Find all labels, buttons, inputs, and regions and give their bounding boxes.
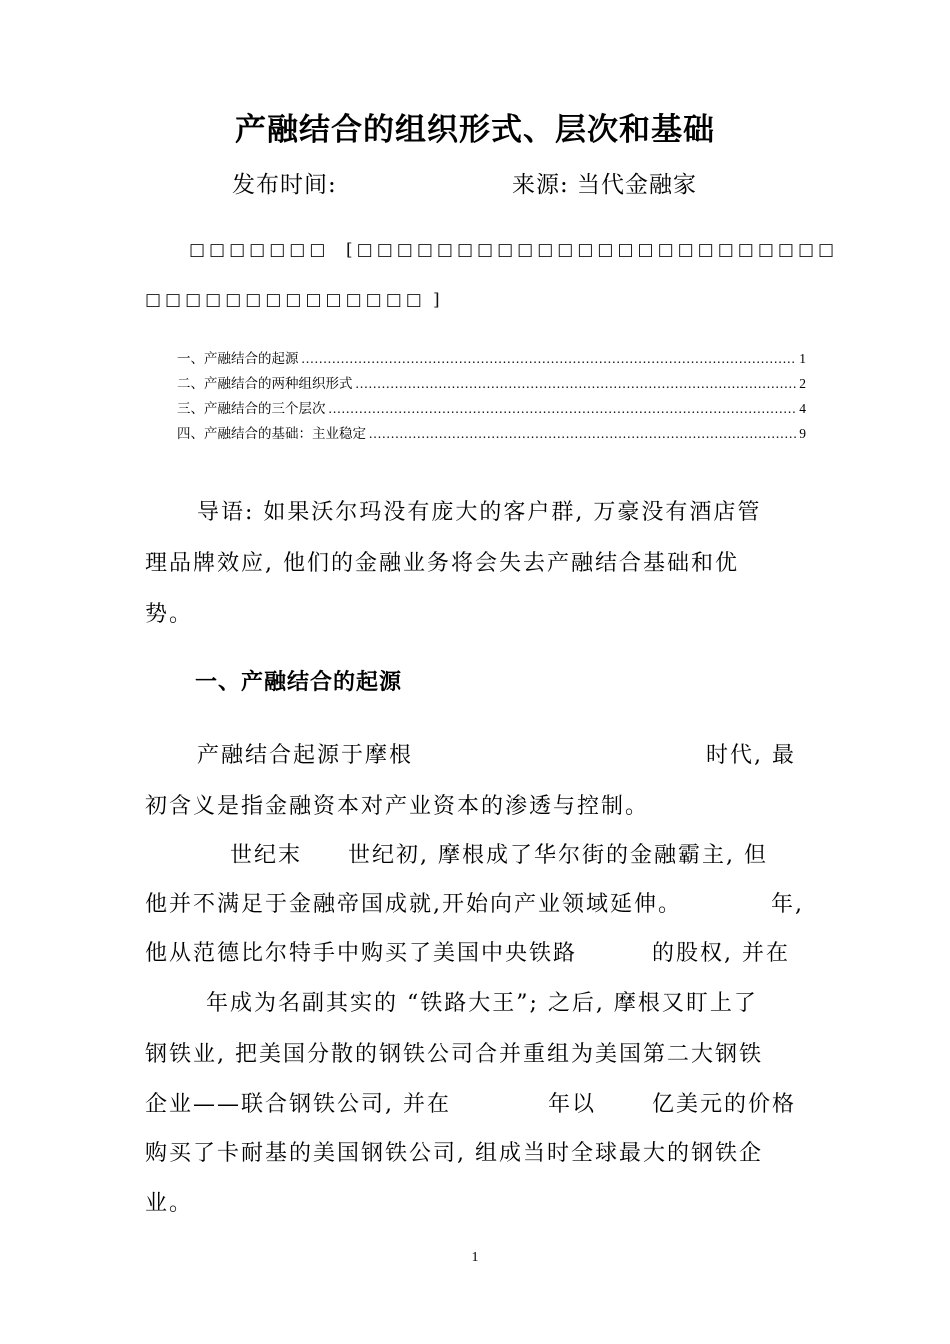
toc-entry-page: 4 bbox=[799, 401, 806, 416]
paragraph-line: 的股权, 并在 bbox=[652, 941, 790, 966]
toc-entry-label: 二、产融结合的两种组织形式 bbox=[177, 376, 353, 391]
toc-entry-page: 9 bbox=[799, 426, 806, 441]
paragraph-line: 产融结合起源于摩根 bbox=[197, 743, 414, 768]
paragraph-line: 世纪初, 摩根成了华尔街的金融霸主, 但 bbox=[348, 843, 768, 868]
intro-line: 导语: 如果沃尔玛没有庞大的客户群, 万豪没有酒店管 bbox=[197, 500, 762, 525]
paragraph-line: 业。 bbox=[145, 1191, 194, 1216]
paragraph-line: 时代, 最 bbox=[706, 743, 796, 768]
toc-entry[interactable] bbox=[177, 422, 806, 442]
toc-leader bbox=[329, 401, 797, 417]
toc-entry[interactable] bbox=[177, 397, 806, 417]
paragraph-line: 钢铁业, 把美国分散的钢铁公司合并重组为美国第二大钢铁 bbox=[145, 1042, 763, 1067]
toc-entry-label: 一、产融结合的起源 bbox=[177, 351, 299, 366]
toc-entry-label: 四、产融结合的基础：主业稳定 bbox=[177, 426, 366, 441]
toc-leader bbox=[302, 351, 797, 367]
toc-entry[interactable] bbox=[177, 372, 806, 392]
page-number: 1 bbox=[471, 1250, 479, 1265]
garbled-text: □□□□□□□ bbox=[189, 240, 330, 260]
toc-leader bbox=[356, 376, 797, 392]
section-heading: 一、产融结合的起源 bbox=[195, 670, 403, 695]
intro-line: 理品牌效应, 他们的金融业务将会失去产融结合基础和优 bbox=[145, 551, 739, 576]
publish-time-label: 发布时间: bbox=[232, 172, 337, 198]
garbled-text: [□□□□□□□□□□□□□□□□□□□□□□□□ bbox=[346, 240, 839, 260]
paragraph-line: 年, bbox=[771, 892, 804, 917]
paragraph-line: 他并不满足于金融帝国成就,开始向产业领域延伸。 bbox=[145, 892, 682, 917]
paragraph-line: 年以 bbox=[548, 1092, 597, 1117]
paragraph-line: 世纪末 bbox=[230, 843, 303, 868]
paragraph-line: 购买了卡耐基的美国钢铁公司, 组成当时全球最大的钢铁企 bbox=[145, 1141, 763, 1166]
source-label: 来源: 当代金融家 bbox=[512, 172, 698, 198]
intro-line: 势。 bbox=[145, 602, 194, 627]
toc-entry-page: 1 bbox=[799, 351, 806, 366]
paragraph-line: 他从范德比尔特手中购买了美国中央铁路 bbox=[145, 941, 578, 966]
garbled-text: □□□□□□□□□□□□□□ bbox=[145, 290, 426, 310]
toc-entry[interactable] bbox=[177, 347, 806, 367]
toc-entry-label: 三、产融结合的三个层次 bbox=[177, 401, 326, 416]
toc-entry-page: 2 bbox=[799, 376, 806, 391]
paragraph-line: 亿美元的价格 bbox=[652, 1092, 797, 1117]
document-title: 产融结合的组织形式、层次和基础 bbox=[235, 112, 715, 148]
paragraph-line: 初含义是指金融资本对产业资本的渗透与控制。 bbox=[145, 794, 650, 819]
toc-leader bbox=[369, 426, 796, 442]
paragraph-line: 企业——联合钢铁公司, 并在 bbox=[145, 1092, 451, 1117]
garbled-text: ] bbox=[433, 290, 444, 310]
paragraph-line: 年成为名副其实的 “铁路大王”; 之后, 摩根又盯上了 bbox=[206, 991, 758, 1016]
